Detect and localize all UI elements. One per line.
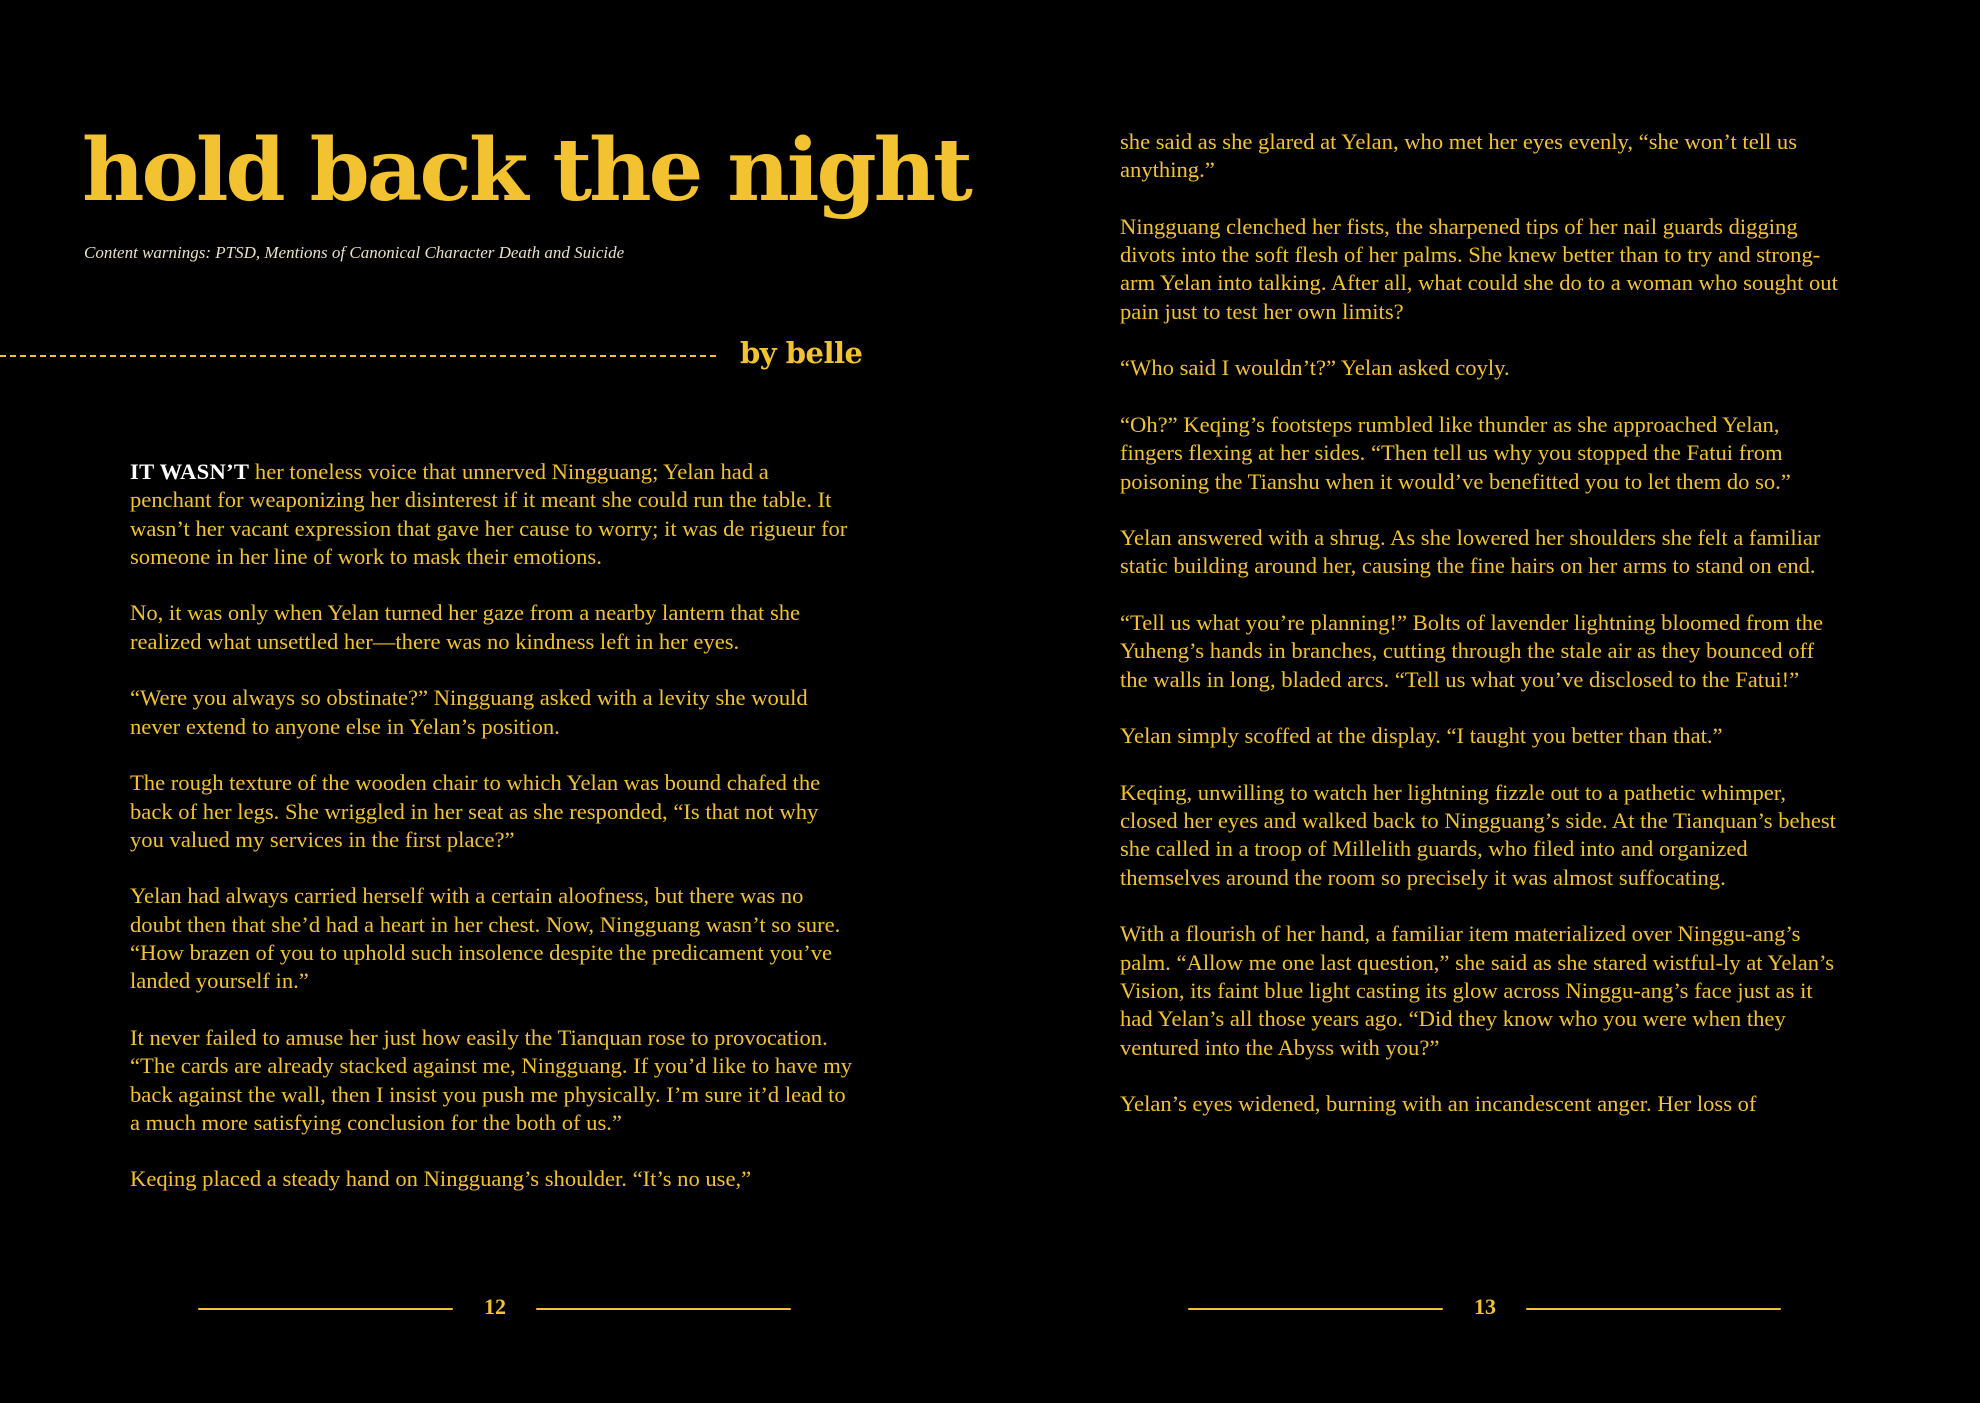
right-body-text — [1120, 128, 1845, 1147]
paragraph: Yelan answered with a shrug. As she lowered her shoulders she felt a familiar static building around her, causing the fine hairs on her arms to stand on end. — [1120, 525, 1821, 579]
footer-rule — [1188, 1308, 1443, 1310]
paragraph: she said as she glared at Yelan, who met her eyes evenly, “she won’t tell us anything.” — [1120, 129, 1798, 183]
story-title: hold back the night — [82, 120, 970, 221]
paragraph: Keqing placed a steady hand on Ningguang’s shoulder. “It’s no use,” — [130, 1166, 752, 1192]
paragraph: It never failed to amuse her just how easily the Tianquan rose to provocation. “The cards are already stacked against me, Ningguang. If you’d like to have my back against the wall, then I insist you push me physically. I’m sure it’d lead to a much more satisfying conclusion for the both of us.” — [130, 1024, 853, 1135]
paragraph-text: her toneless voice that unnerved Ningguang; Yelan had a penchant for weaponizing her disinterest if it meant she could run the table. It wasn’t her vacant expression that gave her cause to worry; it was de rigueur for someone in her line of work to mask their emotions. — [130, 459, 848, 569]
content-warning: Content warnings: PTSD, Mentions of Canonical Character Death and Suicide — [84, 243, 625, 262]
footer-rule — [198, 1308, 453, 1310]
paragraph: The rough texture of the wooden chair to which Yelan was bound chafed the back of her legs. She wriggled in her seat as she responded, “Is that not why you valued my services in the first place?” — [130, 770, 821, 852]
page-number: 12 — [484, 1294, 506, 1319]
byline-row — [0, 336, 863, 376]
page-number: 13 — [1474, 1294, 1496, 1319]
paragraph: With a flourish of her hand, a familiar item materialized over Ninggu-ang’s palm. “Allow me one last question,” she said as she stared wistful-ly at Yelan’s Vision, its faint blue light casting its glow across Ninggu-ang’s face just as it had Yelan’s all those years ago. “Did they know who you were when they ventured into the Abyss with you?” — [1120, 921, 1835, 1060]
paragraph: Ningguang clenched her fists, the sharpened tips of her nail guards digging divots into the soft flesh of her palms. She knew better than to try and strong-arm Yelan into talking. After all, what could she do to a woman who sought out pain just to test her own limits? — [1120, 213, 1838, 324]
lead-in: IT WASN’T — [130, 459, 250, 484]
footer-rule — [1526, 1308, 1781, 1310]
paragraph — [130, 458, 855, 571]
paragraph: “Tell us what you’re planning!” Bolts of lavender lightning bloomed from the Yuheng’s hands in branches, cutting through the stale air as they bounced off the walls in long, bladed arcs. “Tell us what you’ve disclosed to the Fatui!” — [1120, 610, 1824, 692]
paragraph: Yelan simply scoffed at the display. “I taught you better than that.” — [1120, 723, 1723, 749]
dashed-divider — [0, 355, 716, 357]
paragraph: No, it was only when Yelan turned her gaze from a nearby lantern that she realized what unsettled her—there was no kindness left in her eyes. — [130, 600, 801, 654]
right-page — [990, 0, 1980, 1403]
left-body-text — [130, 458, 855, 1222]
paragraph: Yelan had always carried herself with a certain aloofness, but there was no doubt then that she’d had a heart in her chest. Now, Ningguang wasn’t so sure. “How brazen of you to uphold such insolence despite the predicament you’ve landed yourself in.” — [130, 883, 841, 994]
paragraph: Yelan’s eyes widened, burning with an incandescent anger. Her loss of — [1120, 1091, 1757, 1117]
left-page-footer — [0, 1292, 990, 1324]
footer-rule — [536, 1308, 791, 1310]
paragraph: Keqing, unwilling to watch her lightning fizzle out to a pathetic whimper, closed her eyes and walked back to Ningguang’s side. At the Tianquan’s behest she called in a troop of Millelith guards, who filed into and organized themselves around the room so precisely it was almost suffocating. — [1120, 779, 1836, 890]
paragraph: “Oh?” Keqing’s footsteps rumbled like thunder as she approached Yelan, fingers flexing at her sides. “Then tell us why you stopped the Fatui from poisoning the Tianshu when it would’ve benefitted you to let them do so.” — [1120, 411, 1791, 494]
paragraph: “Who said I wouldn’t?” Yelan asked coyly. — [1120, 355, 1510, 381]
right-page-footer — [990, 1292, 1980, 1324]
author-byline: by belle — [740, 336, 863, 370]
paragraph: “Were you always so obstinate?” Ningguang asked with a levity she would never extend to anyone else in Yelan’s position. — [130, 685, 808, 739]
